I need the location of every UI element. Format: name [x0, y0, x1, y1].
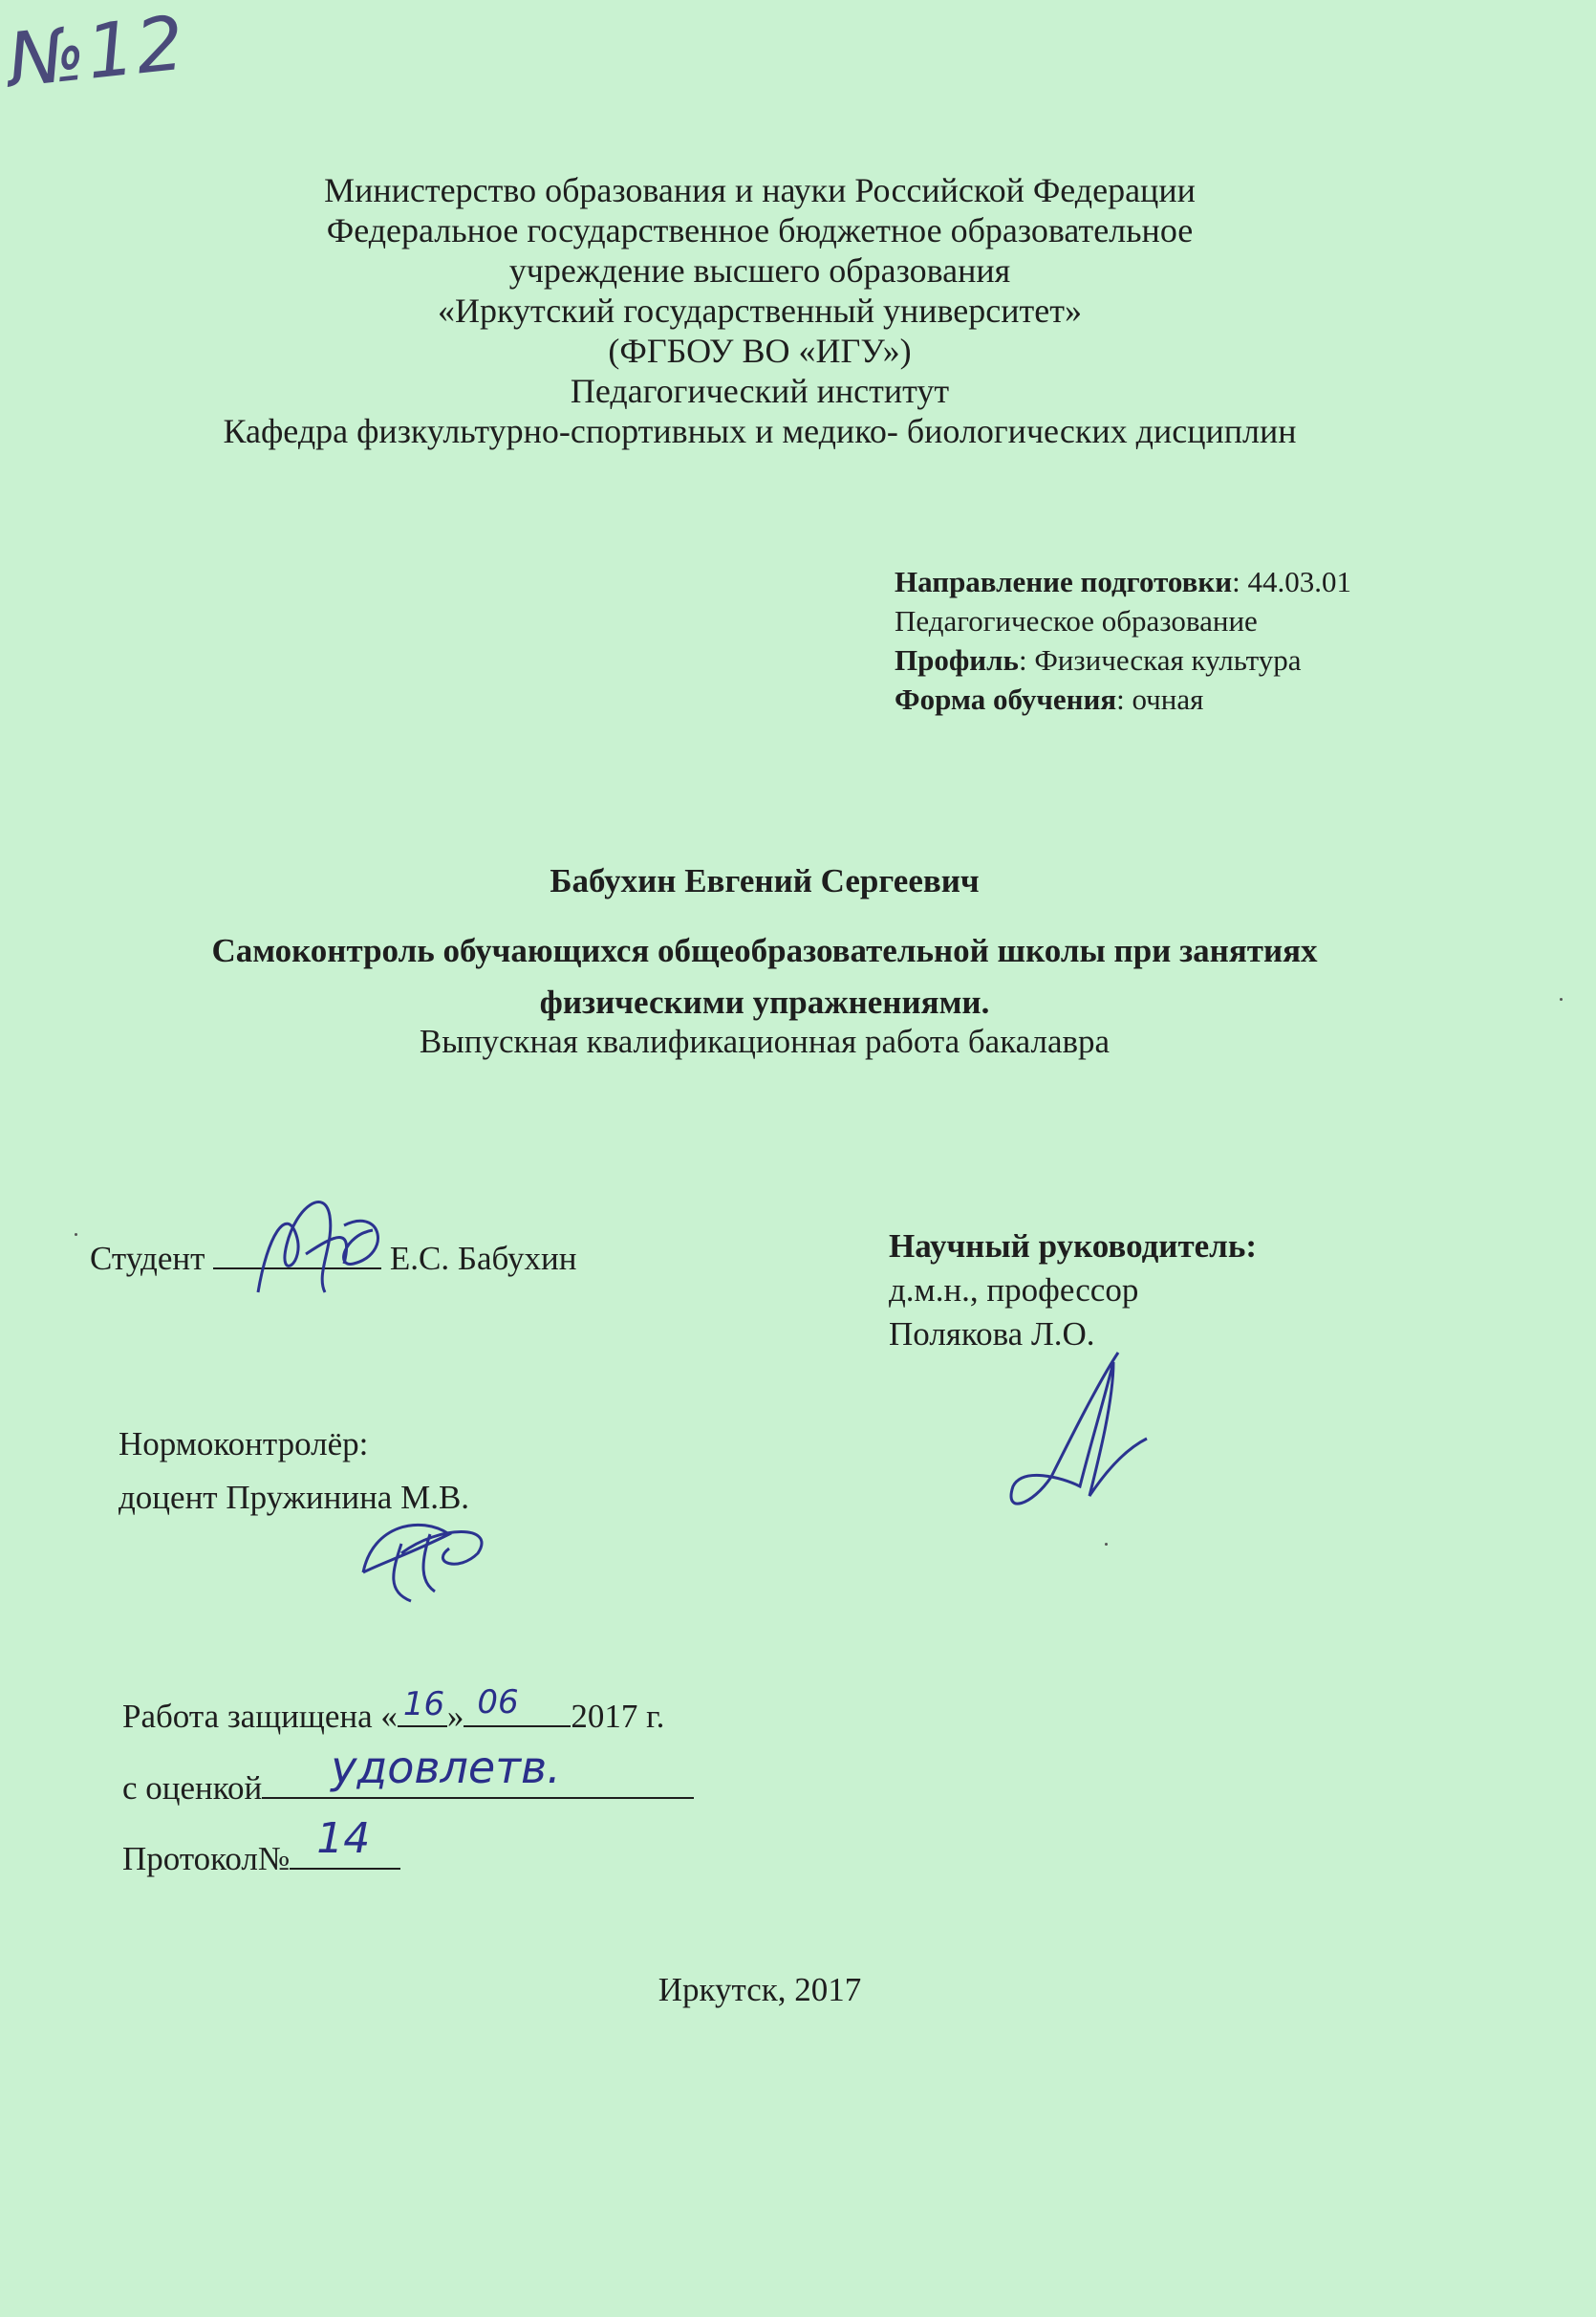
institution-header [0, 170, 1520, 451]
thesis-title-line2: физическими упражнениями. [539, 984, 990, 1021]
direction-value-line2: Педагогическое образование [895, 604, 1258, 638]
protocol-number: 14 [316, 1814, 371, 1863]
direction-value: : 44.03.01 [1232, 565, 1351, 598]
program-info [895, 562, 1351, 719]
defense-day: 16 [402, 1685, 445, 1723]
supervisor-label: Научный руководитель [889, 1227, 1246, 1265]
student-name: Е.С. Бабухин [389, 1240, 577, 1277]
student-signature [239, 1178, 401, 1321]
scan-speck [75, 1233, 77, 1236]
form-value: : очная [1116, 682, 1204, 716]
thesis-title [0, 925, 1529, 1029]
protocol-label: Протокол№ [122, 1840, 291, 1877]
normcontrol-name: доцент Пружинина М.В. [119, 1479, 470, 1516]
protocol-blank [290, 1814, 400, 1870]
header-line-department: Кафедра физкультурно-спортивных и медико- биологических дисциплин [223, 412, 1297, 450]
supervisor-signature [994, 1343, 1156, 1525]
defense-day-blank [398, 1685, 447, 1727]
supervisor-name: Полякова Л.О. [889, 1315, 1095, 1353]
header-line-federal: Федеральное государственное бюджетное образовательное [326, 211, 1194, 249]
defense-label: Работа защищена « [122, 1698, 398, 1735]
direction-line [895, 562, 1351, 601]
thesis-title-line1: Самоконтроль обучающихся общеобразовательной школы при занятиях [211, 932, 1318, 969]
header-line-institution-type: учреждение высшего образования [508, 251, 1011, 290]
supervisor-degree: д.м.н., профессор [889, 1271, 1139, 1309]
profile-value: : Физическая культура [1018, 643, 1302, 677]
supervisor-heading: Научный руководитель: [889, 1227, 1257, 1265]
defense-month-blank [464, 1683, 571, 1727]
student-label: Студент [90, 1240, 205, 1277]
header-line-ministry: Министерство образования и науки Российской Федерации [324, 171, 1196, 209]
scan-speck [1560, 998, 1563, 1001]
grade-blank [262, 1742, 694, 1799]
form-line [895, 680, 1351, 719]
protocol-line [122, 1814, 400, 1878]
grade-value: удовлетв. [331, 1742, 561, 1793]
grade-label: с оценкой [122, 1769, 263, 1807]
defense-year: 2017 г. [571, 1698, 665, 1735]
normcontrol-label: Нормоконтролёр: [119, 1425, 369, 1462]
header-line-abbreviation: (ФГБОУ ВО «ИГУ») [608, 332, 912, 370]
handwritten-corner-number: №12 [3, 0, 190, 105]
author-name: Бабухин Евгений Сергеевич [550, 862, 980, 899]
profile-label: Профиль [895, 643, 1019, 677]
grade-line [122, 1742, 694, 1808]
defense-month: 06 [477, 1683, 519, 1722]
scan-speck [1105, 1543, 1108, 1546]
normcontrol-signature [344, 1496, 507, 1611]
profile-line [895, 640, 1351, 680]
header-line-institute: Педагогический институт [570, 372, 950, 410]
thesis-type: Выпускная квалификационная работа бакалавра [419, 1023, 1111, 1060]
direction-label: Направление подготовки [895, 565, 1233, 598]
defense-line: Работа защищена « 16 » 06 2017 г. [122, 1683, 665, 1735]
form-label: Форма обучения [895, 682, 1117, 716]
footer-city-year: Иркутск, 2017 [658, 1971, 862, 2008]
header-line-university: «Иркутский государственный университет» [438, 292, 1082, 330]
